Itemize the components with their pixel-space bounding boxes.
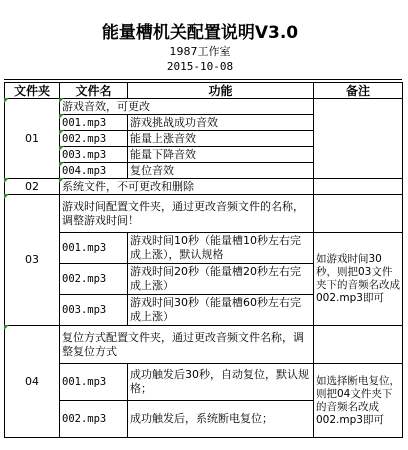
file-name: 001.mp3: [60, 115, 128, 131]
header-function: 功能: [128, 83, 314, 99]
folder-id-cell: 02: [5, 179, 60, 195]
title-divider: [4, 79, 402, 80]
header-folder: 文件夹: [5, 83, 60, 99]
document-title: 能量槽机关配置说明V3.0: [101, 23, 299, 43]
studio-name: 1987工作室: [169, 45, 231, 58]
table-row: [5, 364, 403, 401]
file-function: 成功触发后30秒，自动复位，默认规格；: [128, 364, 314, 401]
folder-description: 系统文件，不可更改和删除: [60, 179, 314, 195]
document-date: 2015-10-08: [166, 60, 234, 73]
file-function: 游戏时间10秒（能量槽10秒左右完成上涨），默认规格: [128, 233, 314, 264]
folder-id-cell: 04: [5, 326, 60, 438]
header-filename: 文件名: [60, 83, 128, 99]
file-name: 004.mp3: [60, 163, 128, 179]
file-function: 复位音效: [128, 163, 314, 179]
file-name: 001.mp3: [60, 364, 128, 401]
notes-cell-empty: [314, 195, 403, 233]
file-name: 003.mp3: [60, 147, 128, 163]
notes-cell: [314, 179, 403, 195]
table-row: [5, 195, 403, 233]
table-row: [5, 233, 403, 264]
file-name: 003.mp3: [60, 295, 128, 326]
file-name: 001.mp3: [60, 233, 128, 264]
file-name: 002.mp3: [60, 401, 128, 438]
notes-cell: [314, 99, 403, 179]
file-function: 游戏时间30秒（能量槽60秒左右完成上涨）: [128, 295, 314, 326]
folder-description: 游戏时间配置文件夹，通过更改音频文件的名称，调整游戏时间！: [60, 195, 314, 233]
file-function: 能量上涨音效: [128, 131, 314, 147]
folder-id-cell: 03: [5, 195, 60, 326]
file-function: 游戏时间20秒（能量槽20秒左右完成上涨）: [128, 264, 314, 295]
file-function: 成功触发后，系统断电复位；: [128, 401, 314, 438]
folder-description: 游戏音效，可更改: [60, 99, 314, 115]
note-text: 如游戏时间30秒，则把03文件夹下的音频名改成002.mp3即可: [314, 233, 403, 326]
table-row: [5, 326, 403, 364]
file-function: 能量下降音效: [128, 147, 314, 163]
table-row: [5, 99, 403, 115]
file-name: 002.mp3: [60, 131, 128, 147]
note-text: 如选择断电复位，则把04文件夹下的音频名改成002.mp3即可: [314, 364, 403, 438]
notes-cell-empty: [314, 326, 403, 364]
folder-description: 复位方式配置文件夹，通过更改音频文件名称，调整复位方式: [60, 326, 314, 364]
file-name: 002.mp3: [60, 264, 128, 295]
config-table: [4, 82, 403, 438]
header-notes: 备注: [314, 83, 403, 99]
folder-id-cell: 01: [5, 99, 60, 179]
table-header-row: [5, 83, 403, 99]
file-function: 游戏挑战成功音效: [128, 115, 314, 131]
table-row: [5, 179, 403, 195]
